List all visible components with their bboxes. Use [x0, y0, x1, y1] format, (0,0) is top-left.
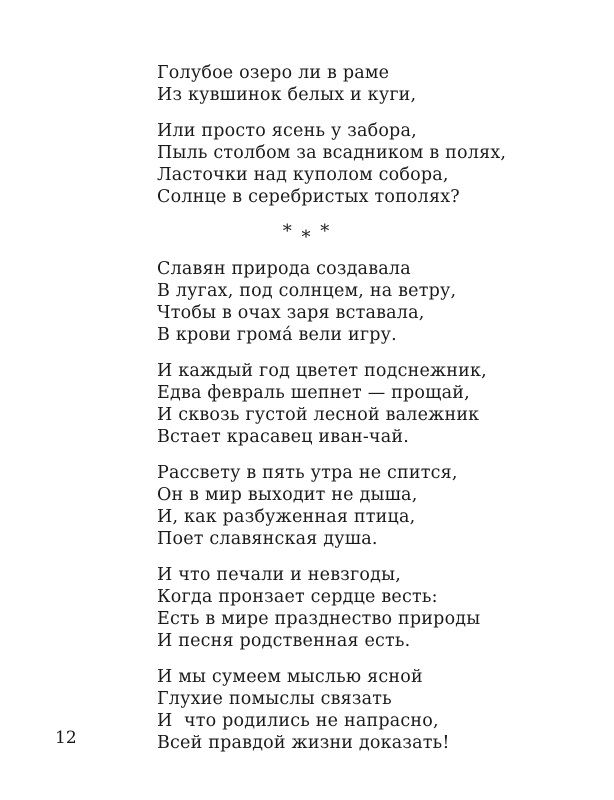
poem-line: И каждый год цветет подснежник,	[157, 361, 487, 381]
poem-line: В крови грома́ вели игру.	[157, 325, 397, 345]
poem-line: И что родились не напрасно,	[157, 711, 439, 731]
poem-line: Встает красавец иван-чай.	[157, 427, 409, 447]
poem-line: Солнце в серебристых тополях?	[157, 187, 460, 207]
divider-asterisk: *	[320, 221, 332, 242]
poem-line: Рассвету в пять утра не спится,	[157, 463, 458, 483]
poem-line: И мы сумеем мыслью ясной	[157, 667, 423, 687]
poem-bottom	[157, 258, 487, 754]
poem-line: Когда пронзает сердце весть:	[157, 587, 438, 607]
poem-line: Глухие помыслы связать	[157, 689, 392, 709]
poem-line: Из кувшинок белых и куги,	[157, 85, 417, 105]
poem-line: И, как разбуженная птица,	[157, 507, 416, 527]
stanza	[157, 666, 487, 754]
stanza	[157, 62, 506, 106]
stanza	[157, 564, 487, 652]
poem-line: Есть в мире празднество природы	[157, 609, 481, 629]
poem-line: Поет славянская душа.	[157, 529, 378, 549]
stanza	[157, 258, 487, 346]
poem-line: И сквозь густой лесной валежник	[157, 405, 480, 425]
stanza	[157, 360, 487, 448]
poem-line: В лугах, под солнцем, на ветру,	[157, 281, 457, 301]
divider-asterisk: *	[282, 221, 294, 242]
divider-asterisk: *	[301, 227, 313, 248]
poem-top	[157, 62, 506, 208]
stanza	[157, 120, 506, 208]
poem-line: И что печали и невзгоды,	[157, 565, 401, 585]
poem-line: И песня родственная есть.	[157, 631, 411, 651]
poem-line: Ласточки над куполом собора,	[157, 165, 449, 185]
poem-line: Он в мир выходит не дыша,	[157, 485, 418, 505]
page-number: 12	[55, 728, 77, 748]
poem-line: Едва февраль шепнет — прощай,	[157, 383, 470, 403]
poem-line: Чтобы в очах заря вставала,	[157, 303, 425, 323]
poem-line: Пыль столбом за всадником в полях,	[157, 143, 507, 163]
poem-line: Славян природа создавала	[157, 259, 411, 279]
poem-line: Или просто ясень у забора,	[157, 121, 417, 141]
poem-line: Всей правдой жизни доказать!	[157, 733, 450, 753]
poem-line: Голубое озеро ли в раме	[157, 63, 390, 83]
section-divider	[0, 221, 614, 248]
stanza	[157, 462, 487, 550]
